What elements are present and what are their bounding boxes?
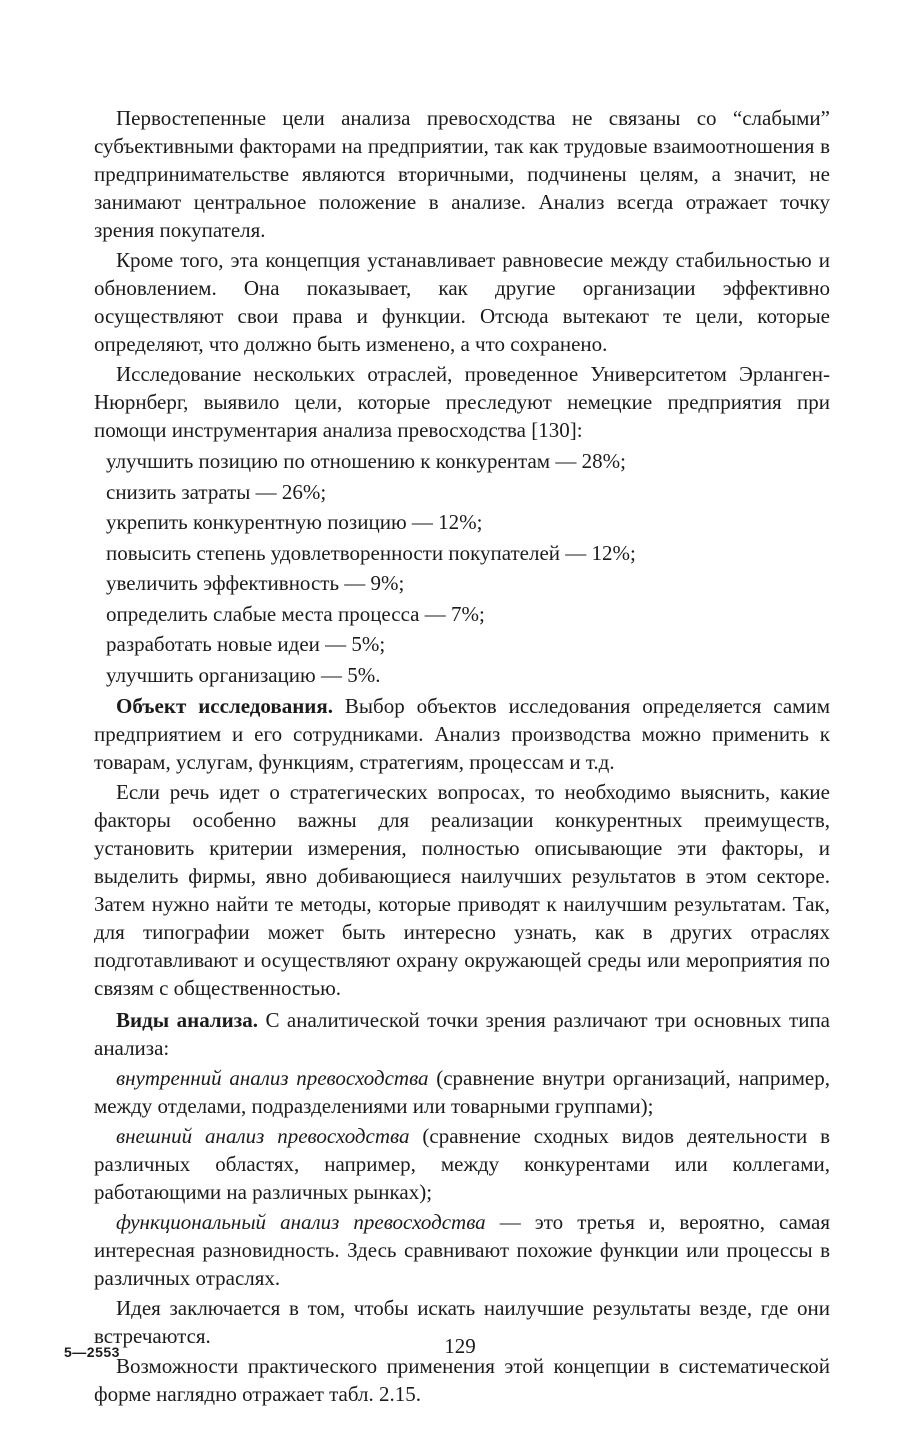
page-number: 129 [444, 1334, 476, 1358]
paragraph-practical: Возможности практического применения этой концепции в систематической форме наглядно отражает табл. 2.15. [94, 1354, 830, 1406]
paragraph-strategic: Если речь идет о стратегических вопросах, то необходимо выяснить, какие факторы особенно важны для реализации конкурентных преимуществ, установить критерии измерения, полностью описывающие эти факторы, и выделить фирмы, явно добивающиеся наилучших результатов в этом секторе. Затем нужно найти те методы, которые приводят к наилучшим результатам. Так, для типографии может быть интересно узнать, как в других отраслях подготавливают и осуществляют охрану окружающей среды или мероприятия по связям с общественностью. [94, 780, 830, 1000]
paragraph-object [94, 692, 830, 776]
goal-item: повысить степень удовлетворенности покупателей — 12%; [106, 540, 636, 565]
types-heading: Виды анализа. [116, 1008, 258, 1032]
paragraph-types [94, 1006, 830, 1062]
signature-code: 5—2553 [64, 1344, 120, 1360]
functional-term: функциональный анализ превосходства [116, 1210, 486, 1234]
paragraph-goals-intro: Первостепенные цели анализа превосходства не связаны со “слабыми” субъективными факторами на предприятии, так как трудовые взаимоотношения в предпринимательстве являются вторичными, подчинены целям, а значит, не занимают центральное положение в анализе. Анализ всегда отражает точку зрения покупателя. [94, 106, 830, 242]
body-text [94, 104, 830, 1408]
internal-term: внутренний анализ превосходства [116, 1066, 429, 1090]
external-term: внешний анализ превосходства [116, 1124, 410, 1148]
functional-text: — это третья и, вероятно, самая интересная разновидность. Здесь сравнивают похожие функции или процессы в различных отраслях. [94, 1210, 830, 1290]
paragraph-external [94, 1122, 830, 1206]
paragraph-research: Исследование нескольких отраслей, проведенное Университетом Эрланген-Нюрнберг, выявило цели, которые преследуют немецкие предприятия при помощи инструментария анализа превосходства [130]: [94, 362, 830, 442]
external-text: (сравнение сходных видов деятельности в различных областях, например, между конкурентами или коллегами, работающими на различных рынках); [94, 1124, 831, 1204]
types-text: С аналитической точки зрения различают три основных типа анализа: [94, 1008, 831, 1060]
goals-list [94, 446, 830, 690]
paragraph-internal [94, 1064, 830, 1120]
object-text: Выбор объектов исследования определяется самим предприятием и его сотрудниками. Анализ производства можно применить к товарам, услугам, функциям, стратегиям, процессам и т.д. [94, 694, 830, 774]
goal-item: определить слабые места процесса — 7%; [106, 601, 485, 626]
object-heading: Объект исследования. [116, 694, 334, 718]
paragraph-idea: Идея заключается в том, чтобы искать наилучшие результаты везде, где они встречаются. [94, 1296, 830, 1348]
goal-item: улучшить позицию по отношению к конкурентам — 28%; [106, 449, 626, 473]
goal-item: разработать новые идеи — 5%; [106, 632, 386, 656]
goal-item: снизить затраты — 26%; [106, 479, 327, 504]
goal-item: увеличить эффективность — 9%; [106, 571, 405, 595]
goal-item: улучшить организацию — 5%. [106, 662, 381, 687]
internal-text: (сравнение внутри организаций, например, между отделами, подразделениями или товарными группами); [94, 1066, 830, 1118]
goal-item: укрепить конкурентную позицию — 12%; [106, 510, 483, 534]
paragraph-balance: Кроме того, эта концепция устанавливает равновесие между стабильностью и обновлением. Она показывает, как другие организации эффективно осуществляют свои права и функции. Отсюда вытекают те цели, которые определяют, что должно быть изменено, а что сохранено. [94, 248, 830, 356]
paragraph-functional [94, 1208, 830, 1292]
